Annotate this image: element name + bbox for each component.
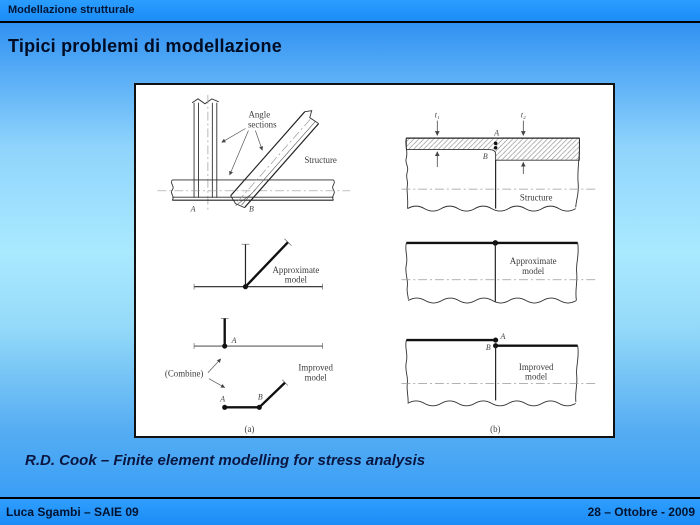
improved-model-b-line2: model — [525, 371, 548, 382]
angle-sections-label-line2: sections — [247, 119, 277, 130]
section-label: Modellazione strutturale — [8, 4, 135, 16]
plate-point-a-label: A — [494, 128, 500, 138]
thickness-t2-label: t₂ — [520, 110, 526, 120]
top-divider — [0, 21, 700, 23]
figure-cook-modelling — [134, 83, 615, 438]
plate-point-b-label: B — [482, 152, 488, 162]
panel-a-improved-model — [165, 318, 334, 434]
thickness-t1-label: t₁ — [434, 110, 440, 120]
structure-label-b: Structure — [519, 192, 553, 203]
panel-b-improved-model — [401, 332, 595, 434]
improved-model-a-line1: Improved — [298, 362, 333, 373]
improved-a-lower-node-b: B — [257, 392, 263, 402]
panel-b-caption: (b) — [490, 424, 501, 435]
improved-model-a-line2: model — [304, 372, 327, 383]
approximate-model-a-line2: model — [284, 274, 307, 285]
structure-label-a: Structure — [304, 155, 337, 166]
combine-label: (Combine) — [164, 368, 204, 379]
citation: R.D. Cook – Finite element modelling for stress analysis — [25, 452, 426, 469]
top-bar — [0, 0, 700, 21]
improved-a-node-a-label: A — [231, 336, 237, 346]
panel-b-approximate-model — [401, 240, 595, 303]
improved-a-lower-node-a: A — [220, 394, 226, 404]
improved-b-node-b-label: B — [485, 342, 491, 352]
approximate-model-b-line1: Approximate — [509, 255, 557, 266]
improved-model-b-line1: Improved — [518, 361, 554, 372]
point-a-label: A — [190, 204, 196, 214]
point-b-label: B — [248, 204, 254, 214]
angle-sections-label-line1: Angle — [248, 109, 271, 120]
footer-bar — [0, 499, 700, 525]
approximate-model-b-line2: model — [522, 265, 545, 276]
panel-a-approximate-model — [194, 239, 323, 290]
approximate-model-a-line1: Approximate — [272, 264, 320, 275]
footer-date: 28 – Ottobre - 2009 — [587, 505, 695, 519]
panel-a-structure-drawing — [157, 95, 350, 214]
modelling-figure-svg — [136, 85, 613, 436]
panel-b-structure-drawing — [401, 111, 595, 211]
panel-a-caption: (a) — [244, 424, 255, 435]
improved-b-node-a-label: A — [500, 332, 506, 342]
footer-author: Luca Sgambi – SAIE 09 — [6, 505, 139, 519]
page-title: Tipici problemi di modellazione — [8, 36, 282, 56]
